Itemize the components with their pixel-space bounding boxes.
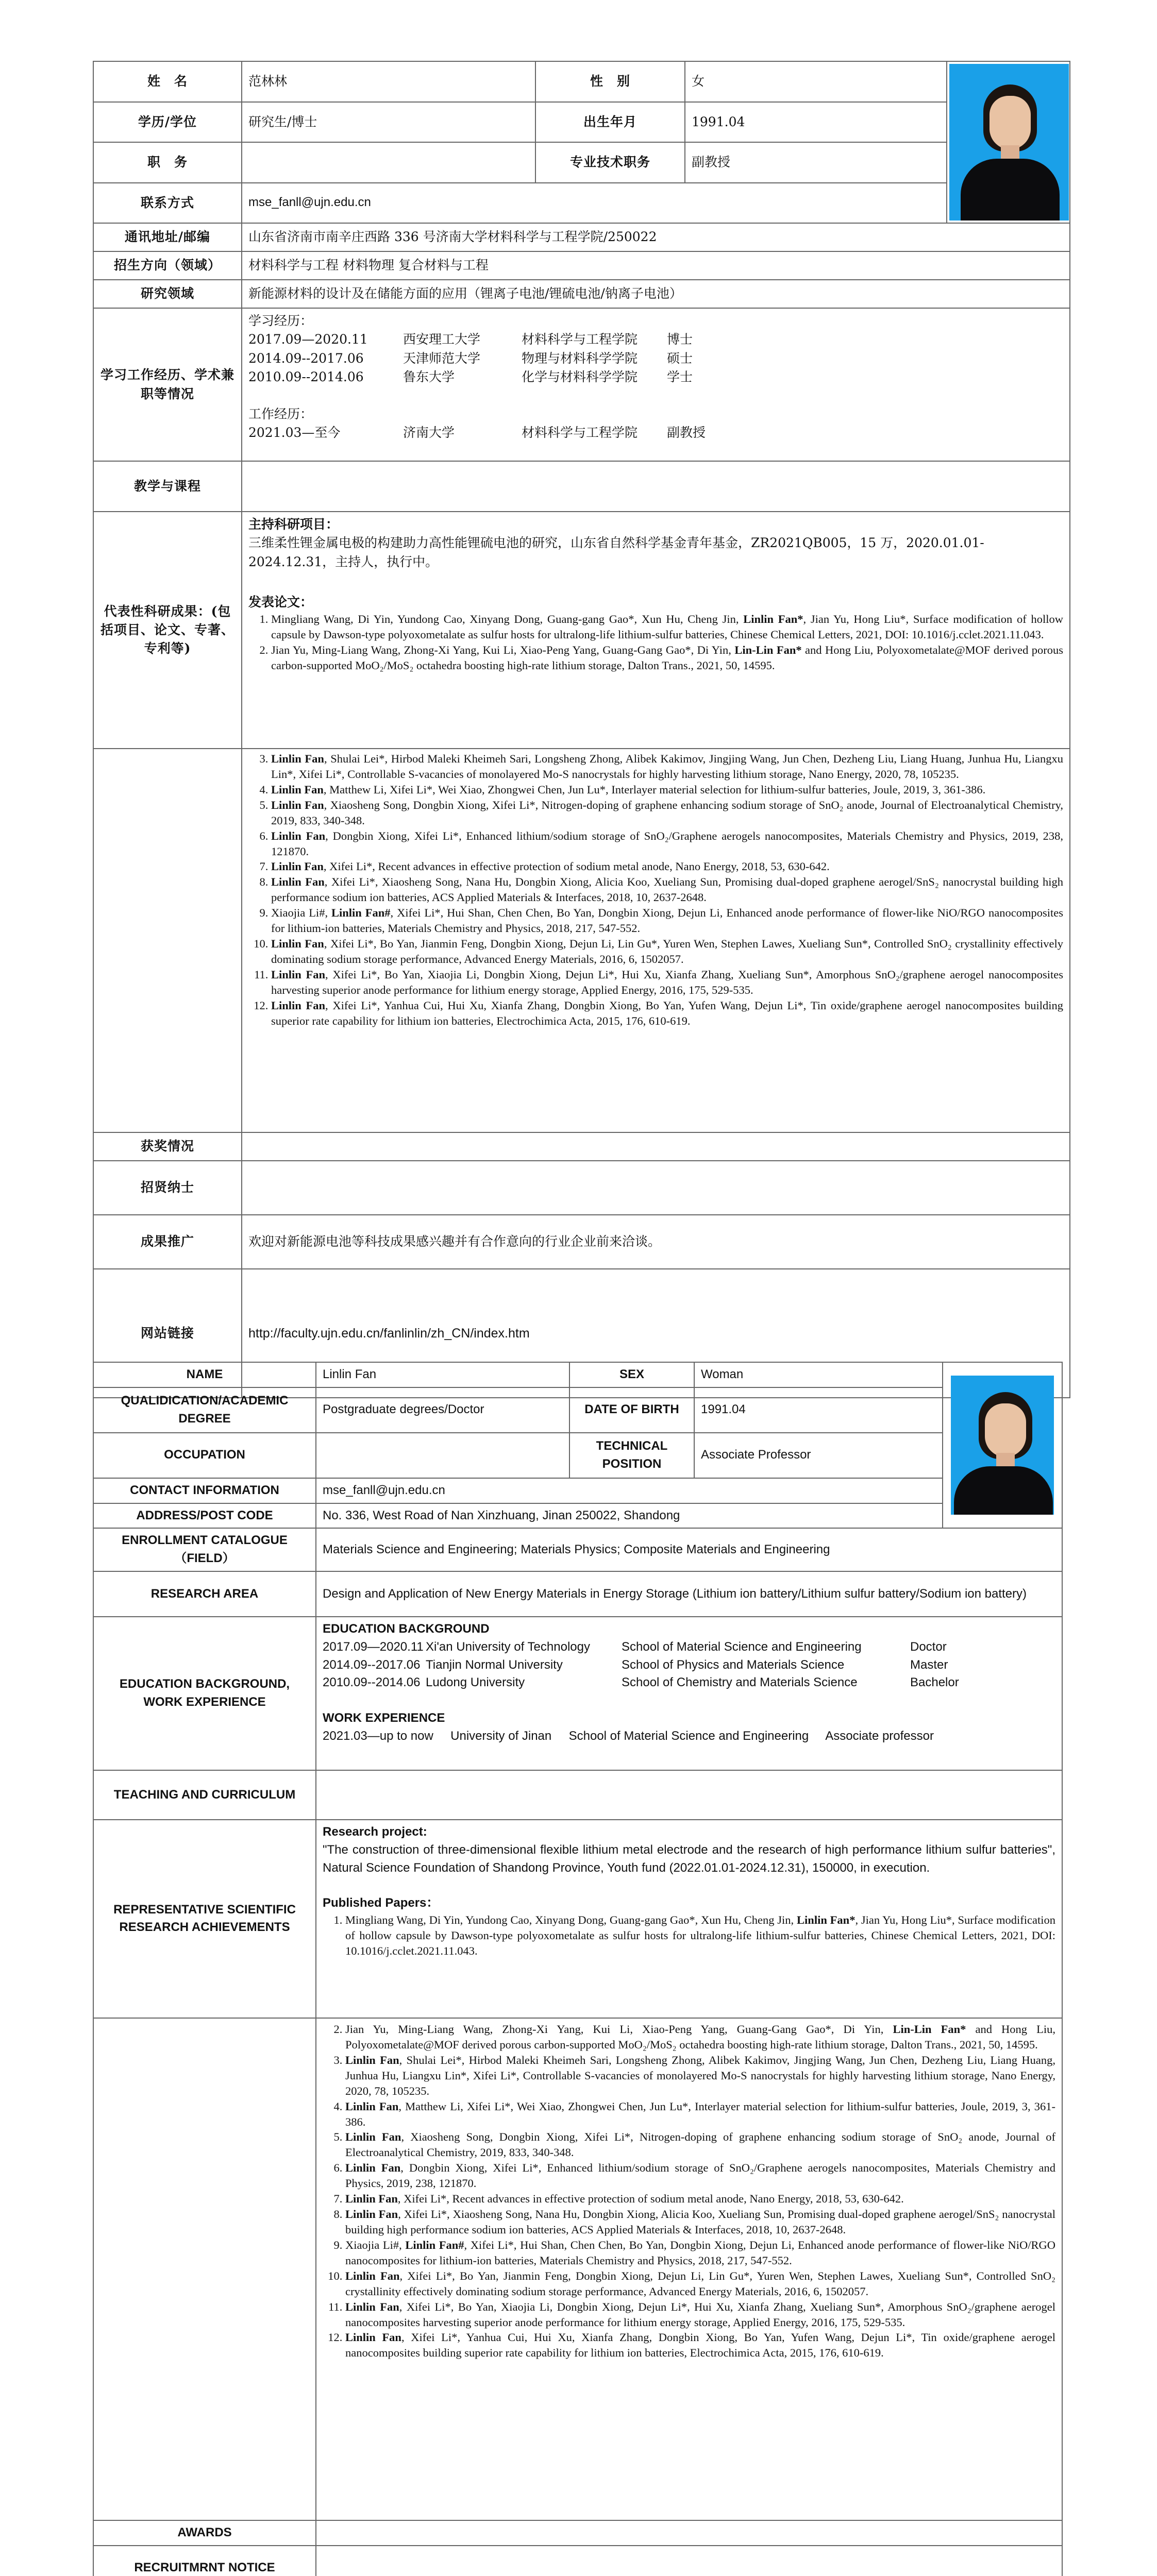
en-achievements-label: REPRESENTATIVE SCIENTIFIC RESEARCH ACHIEVEMENTS [93,1820,316,2018]
paper-item: 9. Xiaojia Li#, Linlin Fan#, Xifei Li*, Hui Shan, Chen Chen, Bo Yan, Dongbin Xiong, Dejun Li, Enhanced anode performance of flower-like NiO/RGO nanocomposites for lithium-ion batteries, Materials Chemistry and Physics, 2018, 217, 547-552. [345,2238,1055,2268]
en-teaching-value [316,1770,1062,1820]
en-edu-dept: School of Physics and Materials Science [622,1657,845,1672]
cn-teaching-label: 教学与课程 [93,461,242,512]
cn-contact-value: mse_fanll@ujn.edu.cn [242,183,947,224]
cn-promotion-value: 欢迎对新能源电池等科技成果感兴趣并有合作意向的行业企业前来洽谈。 [242,1215,1070,1269]
cn-research-label: 研究领域 [93,280,242,308]
paper-item: 9. Xiaojia Li#, Linlin Fan#, Xifei Li*, Hui Shan, Chen Chen, Bo Yan, Dongbin Xiong, Dejun Li, Enhanced anode performance of flower-like NiO/RGO nanocomposites for lithium-ion batteries, Materials Chemistry and Physics, 2018, 217, 547-552. [271,905,1063,936]
paper-item: 11. Linlin Fan, Xifei Li*, Bo Yan, Xiaojia Li, Dongbin Xiong, Dejun Li*, Hui Xu, Xianfa Zhang, Xueliang Sun*, Amorphous SnO₂/graphene aerogel nanocomposites harvesting superior anode performance for lithium energy storage, Applied Energy, 2016, 175, 529-535. [345,2299,1055,2330]
cn-position-label: 职 务 [93,142,242,183]
en-edu-school: Ludong University [426,1675,525,1690]
en-edu-row [323,1638,1055,1656]
en-tech-position-label: TECHNICAL POSITION [569,1433,694,1478]
cn-edu-school: 西安理工大学 [403,332,481,347]
cn-project-text: 三维柔性锂金属电极的构建助力高性能锂硫电池的研究，山东省自然科学基金青年基金，ZR2021QB005，15 万，2020.01.01-2024.12.31，主持人，执行中。 [248,535,984,569]
cn-achievements-label: 代表性科研成果：(包括项目、论文、专著、专利等) [93,512,242,749]
cn-sex-label: 性 别 [535,61,685,102]
en-name-value: Linlin Fan [316,1362,569,1387]
en-recruit-value [316,2546,1062,2576]
cn-web-label: 网站链接 [93,1269,242,1398]
cn-edu-cell [242,308,1070,461]
cn-position-value [242,142,535,183]
en-sex-value: Woman [694,1362,943,1387]
cn-paper-list-2 [248,751,1063,1029]
cn-teaching-value [242,461,1070,512]
paper-item: 11. Linlin Fan, Xifei Li*, Bo Yan, Xiaojia Li, Dongbin Xiong, Dejun Li*, Hui Xu, Xianfa Zhang, Xueliang Sun*, Amorphous SnO₂/graphene aerogel nanocomposites harvesting superior anode performance for lithium energy storage, Applied Energy, 2016, 175, 529-535. [271,967,1063,998]
paper-item: 4. Linlin Fan, Matthew Li, Xifei Li*, Wei Xiao, Zhongwei Chen, Jun Lu*, Interlayer material selection for lithium-sulfur batteries, Joule, 2019, 3, 361-386. [345,2099,1055,2130]
en-enroll-value: Materials Science and Engineering; Materials Physics; Composite Materials and Engineering [316,1528,1062,1571]
cn-edu-dept: 物理与材料科学学院 [522,350,638,366]
en-edu-school: Tianjin Normal University [426,1657,563,1672]
en-edu-deg: Master [910,1657,948,1672]
cn-edu-school: 鲁东大学 [403,369,455,384]
paper-item: 2. Jian Yu, Ming-Liang Wang, Zhong-Xi Yang, Kui Li, Xiao-Peng Yang, Guang-Gang Gao*, Di Yin, Lin-Lin Fan* and Hong Liu, Polyoxometalate@MOF derived porous carbon-supported MoO₂/MoS₂ octahedra boosting high-rate lithium storage, Dalton Trans., 2021, 50, 14595. [271,642,1063,673]
en-project-text: "The construction of three-dimensional flexible lithium metal electrode and the research of high performance lithium sulfur batteries", Natural Science Foundation of Shandong Province, Youth fund (2022.01.01-2024.12.31), 150000, in execution. [323,1842,1055,1875]
en-recruit-label: RECRUITMRNT NOTICE [93,2546,316,2576]
paper-item: 1. Mingliang Wang, Di Yin, Yundong Cao, Xinyang Dong, Guang-gang Gao*, Xun Hu, Cheng Jin, Linlin Fan*, Jian Yu, Hong Liu*, Surface modification of hollow capsule by Dawson-type polyoxometalate as sulfur hosts for ultralong-life lithium-sulfur batteries, Chinese Chemical Letters, 2021, DOI: 10.1016/j.cclet.2021.11.043. [271,612,1063,642]
cn-research-value: 新能源材料的设计及在储能方面的应用（锂离子电池/锂硫电池/钠离子电池） [242,280,1070,308]
en-edu-deg: Doctor [910,1639,947,1654]
paper-item: 8. Linlin Fan, Xifei Li*, Xiaosheng Song, Nana Hu, Dongbin Xiong, Alicia Koo, Xueliang Sun, Promising dual-doped graphene aerogel/SnS₂ nanocrystal building high performance sodium ion batteries, ACS Applied Materials & Interfaces, 2018, 10, 2637-2648. [271,874,1063,905]
en-photo-cell [943,1362,1062,1528]
cn-edu-dept: 化学与材料科学学院 [522,369,638,384]
en-research-value: Design and Application of New Energy Materials in Energy Storage (Lithium ion battery/Lithium sulfur battery/Sodium ion battery) [316,1571,1062,1617]
en-sex-label: SEX [569,1362,694,1387]
en-address-value: No. 336, West Road of Nan Xinzhuang, Jinan 250022, Shandong [316,1503,943,1529]
en-edu-label: EDUCATION BACKGROUND, WORK EXPERIENCE [93,1617,316,1770]
cn-contact-label: 联系方式 [93,183,242,224]
cn-address-label: 通讯地址/邮编 [93,223,242,251]
en-contact-value: mse_fanll@ujn.edu.cn [316,1478,943,1503]
cn-tech-position-label: 专业技术职务 [535,142,685,183]
cn-edu-row [248,330,1063,349]
en-work-row: 2021.03—up to now University of Jinan School of Material Science and Engineering Associate professor [323,1728,934,1743]
cn-edu-label: 学习工作经历、学术兼职等情况 [93,308,242,461]
en-teaching-label: TEACHING AND CURRICULUM [93,1770,316,1820]
en-achievements-cont-cell [316,2018,1062,2520]
cn-address-value: 山东省济南市南辛庄西路 336 号济南大学材料科学与工程学院/250022 [242,223,1070,251]
cn-edu-deg: 学士 [667,369,693,384]
en-position-label: OCCUPATION [93,1433,316,1478]
cn-papers-heading: 发表论文： [248,594,313,609]
en-achievements-cont-label [93,2018,316,2520]
cn-edu-period: 2017.09—2020.11 [248,332,368,347]
cn-photo-cell [947,61,1070,223]
en-edu-dept: School of Chemistry and Materials Science [622,1675,858,1690]
cn-edu-deg: 博士 [667,332,693,347]
en-paper-list-1 [323,1912,1055,1959]
en-name-label: NAME [93,1362,316,1387]
cn-cv-section [93,61,1069,1398]
cn-degree-label: 学历/学位 [93,102,242,143]
en-edu-list [323,1638,1055,1692]
cn-degree-value: 研究生/博士 [242,102,535,143]
en-edu-school: Xi'an University of Technology [426,1639,590,1654]
cn-edu-row [248,349,1063,368]
en-tech-position-value: Associate Professor [694,1433,943,1478]
cn-name-value: 范林林 [242,61,535,102]
cn-awards-value [242,1132,1070,1161]
en-research-label: RESEARCH AREA [93,1571,316,1617]
cn-sex-value: 女 [685,61,947,102]
paper-item: 5. Linlin Fan, Xiaosheng Song, Dongbin Xiong, Xifei Li*, Nitrogen-doping of graphene enhancing sodium storage of SnO₂ anode, Journal of Electroanalytical Chemistry, 2019, 833, 340-348. [271,798,1063,828]
cn-birth-value: 1991.04 [685,102,947,143]
en-birth-value: 1991.04 [694,1387,943,1433]
paper-item: 4. Linlin Fan, Matthew Li, Xifei Li*, Wei Xiao, Zhongwei Chen, Jun Lu*, Interlayer material selection for lithium-sulfur batteries, Joule, 2019, 3, 361-386. [271,782,1063,798]
en-work-heading: WORK EXPERIENCE [323,1711,445,1725]
en-edu-row [323,1656,1055,1674]
en-papers-heading: Published Papers： [323,1896,439,1910]
en-edu-dept: School of Material Science and Engineering [622,1639,862,1654]
en-contact-label: CONTACT INFORMATION [93,1478,316,1503]
en-degree-label: QUALIDICATION/ACADEMIC DEGREE [93,1387,316,1433]
cn-edu-school: 天津师范大学 [403,350,481,366]
cn-achievements-cell [242,512,1070,749]
en-edu-row [323,1674,1055,1692]
paper-item: 12. Linlin Fan, Xifei Li*, Yanhua Cui, Hui Xu, Xianfa Zhang, Dongbin Xiong, Bo Yan, Yufen Wang, Dejun Li*, Tin oxide/graphene aerogel nanocomposites building superior rate capability for lithium ion batteries, Electrochimica Acta, 2015, 176, 610-619. [271,998,1063,1029]
en-edu-cell [316,1617,1062,1770]
cn-work-heading: 工作经历： [248,406,313,421]
en-degree-value: Postgraduate degrees/Doctor [316,1387,569,1433]
en-edu-period: 2010.09--2014.06 [323,1675,421,1690]
en-address-label: ADDRESS/POST CODE [93,1503,316,1529]
paper-item: 10. Linlin Fan, Xifei Li*, Bo Yan, Jianmin Feng, Dongbin Xiong, Dejun Li, Lin Gu*, Yuren Wen, Stephen Lawes, Xueliang Sun*, Controlled SnO₂ crystallinity effectively dominating sodium storage performance, Advanced Energy Materials, 2016, 6, 1502057. [345,2268,1055,2299]
cn-birth-label: 出生年月 [535,102,685,143]
cn-edu-period: 2014.09--2017.06 [248,350,364,366]
cn-tech-position-value: 副教授 [685,142,947,183]
cn-achievements-cont-label [93,749,242,1132]
en-enroll-label: ENROLLMENT CATALOGUE（FIELD） [93,1528,316,1571]
en-position-value [316,1433,569,1478]
en-cv-table [93,1362,1063,2576]
en-edu-deg: Bachelor [910,1675,959,1690]
cn-work-row: 2021.03—至今 济南大学 材料科学与工程学院 副教授 [248,425,706,440]
paper-item: 12. Linlin Fan, Xifei Li*, Yanhua Cui, Hui Xu, Xianfa Zhang, Dongbin Xiong, Bo Yan, Yufen Wang, Dejun Li*, Tin oxide/graphene aerogel nanocomposites building superior rate capability for lithium ion batteries, Electrochimica Acta, 2015, 176, 610-619. [345,2330,1055,2361]
cn-cv-table [93,61,1070,1398]
en-edu-period: 2017.09—2020.11 [323,1639,424,1654]
en-cv-section [93,1362,1062,2576]
portrait-photo [949,64,1069,221]
en-project-heading: Research project: [323,1824,427,1839]
paper-item: 6. Linlin Fan, Dongbin Xiong, Xifei Li*, Enhanced lithium/sodium storage of SnO₂/Graphene aerogels nanocomposites, Materials Chemistry and Physics, 2019, 238, 121870. [271,828,1063,859]
cn-edu-deg: 硕士 [667,350,693,366]
paper-item: 3. Linlin Fan, Shulai Lei*, Hirbod Maleki Kheimeh Sari, Longsheng Zhong, Alibek Kakimov, Jingjing Wang, Jun Chen, Dezheng Liu, Liang Huang, Junhua Hu, Liangxu Lin*, Xifei Li*, Controllable S-vacancies of monolayered Mo-S nanocrystals for highly harvesting lithium storage, Nano Energy, 2020, 78, 105235. [271,751,1063,782]
en-awards-label: AWARDS [93,2520,316,2546]
cn-recruit-value [242,1161,1070,1215]
portrait-photo [951,1376,1054,1515]
paper-item: 6. Linlin Fan, Dongbin Xiong, Xifei Li*, Enhanced lithium/sodium storage of SnO₂/Graphene aerogels nanocomposites, Materials Chemistry and Physics, 2019, 238, 121870. [345,2160,1055,2191]
cn-enroll-value: 材料科学与工程 材料物理 复合材料与工程 [242,251,1070,280]
paper-item: 7. Linlin Fan, Xifei Li*, Recent advances in effective protection of sodium metal anode, Nano Energy, 2018, 53, 630-642. [345,2191,1055,2207]
cn-edu-row [248,368,1063,386]
cn-achievements-cont-cell [242,749,1070,1132]
en-achievements-cell [316,1820,1062,2018]
cn-paper-list-1 [248,612,1063,673]
paper-item: 2. Jian Yu, Ming-Liang Wang, Zhong-Xi Yang, Kui Li, Xiao-Peng Yang, Guang-Gang Gao*, Di Yin, Lin-Lin Fan* and Hong Liu, Polyoxometalate@MOF derived porous carbon-supported MoO₂/MoS₂ octahedra boosting high-rate lithium storage, Dalton Trans., 2021, 50, 14595. [345,2022,1055,2053]
cn-edu-list [248,330,1063,386]
paper-item: 7. Linlin Fan, Xifei Li*, Recent advances in effective protection of sodium metal anode, Nano Energy, 2018, 53, 630-642. [271,859,1063,874]
cn-edu-dept: 材料科学与工程学院 [522,332,638,347]
cn-awards-label: 获奖情况 [93,1132,242,1161]
cn-name-label: 姓 名 [93,61,242,102]
cn-web-link[interactable]: http://faculty.ujn.edu.cn/fanlinlin/zh_CN/index.htm [242,1269,1070,1398]
paper-item: 3. Linlin Fan, Shulai Lei*, Hirbod Maleki Kheimeh Sari, Longsheng Zhong, Alibek Kakimov, Jingjing Wang, Jun Chen, Dezheng Liu, Liang Huang, Junhua Hu, Liangxu Lin*, Xifei Li*, Controllable S-vacancies of monolayered Mo-S nanocrystals for highly harvesting lithium storage, Nano Energy, 2020, 78, 105235. [345,2053,1055,2099]
en-paper-list-2 [323,2022,1055,2361]
en-awards-value [316,2520,1062,2546]
paper-item: 1. Mingliang Wang, Di Yin, Yundong Cao, Xinyang Dong, Guang-gang Gao*, Xun Hu, Cheng Jin, Linlin Fan*, Jian Yu, Hong Liu*, Surface modification of hollow capsule by Dawson-type polyoxometalate as sulfur hosts for ultralong-life lithium-sulfur batteries, Chinese Chemical Letters, 2021, DOI: 10.1016/j.cclet.2021.11.043. [345,1912,1055,1959]
cn-edu-period: 2010.09--2014.06 [248,369,364,384]
cn-promotion-label: 成果推广 [93,1215,242,1269]
paper-item: 5. Linlin Fan, Xiaosheng Song, Dongbin Xiong, Xifei Li*, Nitrogen-doping of graphene enhancing sodium storage of SnO₂ anode, Journal of Electroanalytical Chemistry, 2019, 833, 340-348. [345,2129,1055,2160]
en-birth-label: DATE OF BIRTH [569,1387,694,1433]
cn-project-heading: 主持科研项目： [248,517,339,532]
cn-edu-heading: 学习经历： [248,313,313,328]
en-edu-heading: EDUCATION BACKGROUND [323,1621,490,1636]
en-edu-period: 2014.09--2017.06 [323,1657,421,1672]
cn-recruit-label: 招贤纳士 [93,1161,242,1215]
cn-enroll-label: 招生方向（领域） [93,251,242,280]
paper-item: 8. Linlin Fan, Xifei Li*, Xiaosheng Song, Nana Hu, Dongbin Xiong, Alicia Koo, Xueliang Sun, Promising dual-doped graphene aerogel/SnS₂ nanocrystal building high performance sodium ion batteries, ACS Applied Materials & Interfaces, 2018, 10, 2637-2648. [345,2207,1055,2238]
paper-item: 10. Linlin Fan, Xifei Li*, Bo Yan, Jianmin Feng, Dongbin Xiong, Dejun Li, Lin Gu*, Yuren Wen, Stephen Lawes, Xueliang Sun*, Controlled SnO₂ crystallinity effectively dominating sodium storage performance, Advanced Energy Materials, 2016, 6, 1502057. [271,936,1063,967]
